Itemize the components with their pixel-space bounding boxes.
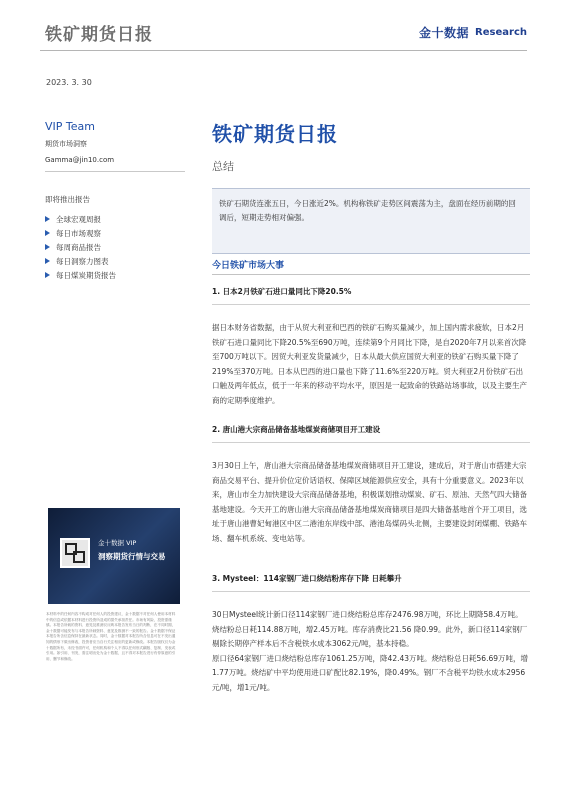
- market-divider: [212, 274, 530, 275]
- disclaimer-text: 本材料中的任何内容不构成对任何人的投资建议，金十数据不对任何人使用本材料中的信息或依据本材料进行投资所造成的损失承担责任。市场有风险，投资需谨慎。本报告所载的资料、意见及推测仅反映本报告发布当日的判断，在不同时期，金十数据可能发布与本报告所载资料、意见及推测不一致的报告。金十数据不保证本报告所含信息保持在最新状态。同时，金十数据对本报告所含信息可在不发出通知的情形下做出修改，投资者应当自行关注相应的更新或修改。本报告版权仅为金十数据所有，未经书面许可，任何机构和个人不得以任何形式翻版、复制、发表或引用。如引用、刊发，需注明出处为金十数据，且不得对本报告进行有悖原意的引用、删节和修改。: [46, 612, 176, 661]
- promo-banner[interactable]: [48, 508, 180, 604]
- news-body: 3月30日上午，唐山港大宗商品储备基地煤炭商储项目开工建设，建成后，对于唐山市搭建大宗商品交易平台、提升价位定价话语权、保障区域能源供应安全，具有十分重要意义。2023年以来，唐山市全力加快建设大宗商品储备基地，积极谋划推动煤炭、矿石、原油、天然气四大储备基地建设。今天开工的唐山港大宗商品储备基地煤炭商储项目是四大储备基地首个开工项目，选址于唐山港曹妃甸港区中区二港池东岸线中部、港池岛煤码头北侧，主要建设封闭煤棚、铁路车场、翻车机系统、变电站等。: [212, 461, 527, 543]
- header-divider: [40, 50, 527, 51]
- summary-heading: 总结: [212, 160, 234, 173]
- related-report-item[interactable]: [45, 226, 195, 240]
- summary-text: 铁矿石期货连涨五日，今日涨近2%。机构称铁矿走势区间震荡为主，盘面在经历前期的回调后，短期走势相对偏强。: [219, 199, 516, 222]
- triangle-bullet-icon: [45, 216, 50, 222]
- page-title: 铁矿期货日报: [212, 122, 338, 146]
- team-description: 期货市场洞察: [45, 140, 87, 148]
- summary-box: [212, 188, 530, 254]
- brand-research-label: Research: [475, 27, 527, 38]
- news-divider: [212, 591, 530, 592]
- triangle-bullet-icon: [45, 258, 50, 264]
- news-divider: [212, 304, 530, 305]
- promo-line1: 金十数据 VIP: [98, 539, 137, 547]
- related-report-label: 每日市场观察: [56, 228, 101, 238]
- news-body: 30日Mysteel统计新口径114家钢厂进口烧结粉总库存2476.98万吨，环比上期降58.4万吨。烧结粉总日耗114.88万吨，增2.45万吨。库存消费比21.56 降0.99。此外，新口径114家钢厂剔除长期停产样本后不含税铁水成本3062元/吨，基本持稳。 原口径64家钢厂进口烧结粉总库存1061.25万吨，降42.43万吨。烧结粉总日耗56.69万吨，增1.77万吨。烧结矿中平均使用进口矿配比82.19%，降0.49%。钢厂不含税平均铁水成本2956元/吨，增1元/吨。: [212, 610, 528, 692]
- related-report-label: 每周商品报告: [56, 242, 101, 252]
- related-report-item[interactable]: [45, 212, 195, 226]
- qr-code-icon: [60, 538, 90, 568]
- market-section-title: 今日铁矿市场大事: [212, 261, 285, 271]
- brand-logo: 金十数据: [419, 26, 470, 40]
- sidebar-divider: [45, 171, 185, 172]
- related-report-item[interactable]: [45, 254, 195, 268]
- news-body: 据日本财务省数据，由于从贸大利亚和巴西的铁矿石购买量减少，加上国内需求疲软，日本2月铁矿石进口量同比下降20.5%至690万吨，连续第9个月同比下降，是自2020年7月以来首次降至700万吨以下。因贸大利亚发货量减少，日本从最大供应国贸大利亚的铁矿石购买量下降了219%至370万吨。日本从巴西的进口量也下降了11.6%至220万吨。贸大利亚2月份铁矿石出口触及两年低点，低于一年来的移动平均水平，原因是一起致命的铁路站场事故，以及主要生产商的定期季度维护。: [212, 323, 527, 405]
- related-report-label: 每日洞察力图表: [56, 256, 109, 266]
- related-report-label: 全球宏观周报: [56, 214, 101, 224]
- related-report-item[interactable]: [45, 268, 195, 282]
- related-reports-list: [45, 212, 195, 282]
- team-name: VIP Team: [45, 120, 95, 133]
- related-reports-title: 即将推出报告: [45, 195, 90, 204]
- team-email[interactable]: Gamma@jin10.com: [45, 156, 115, 164]
- triangle-bullet-icon: [45, 230, 50, 236]
- brand: [419, 24, 527, 41]
- promo-text: [98, 538, 176, 562]
- related-report-label: 每日煤炭期货报告: [56, 270, 116, 280]
- page-header: [0, 0, 567, 62]
- triangle-bullet-icon: [45, 244, 50, 250]
- promo-line2: 洞察期货行情与交易: [98, 552, 166, 561]
- news-item: [212, 573, 530, 696]
- news-title: 1. 日本2月铁矿石进口量同比下降20.5%: [212, 287, 352, 296]
- main-content: [212, 118, 530, 222]
- news-item: [212, 286, 530, 409]
- news-title: 3. Mysteel：114家钢厂进口烧结粉库存下降 日耗攀升: [212, 574, 402, 583]
- triangle-bullet-icon: [45, 272, 50, 278]
- related-report-item[interactable]: [45, 240, 195, 254]
- news-divider: [212, 442, 530, 443]
- sidebar: [45, 120, 195, 282]
- news-item: [212, 424, 530, 547]
- report-date: 2023. 3. 30: [46, 78, 92, 87]
- news-title: 2. 唐山港大宗商品储备基地煤炭商储项目开工建设: [212, 425, 381, 434]
- header-title: 铁矿期货日报: [45, 25, 153, 45]
